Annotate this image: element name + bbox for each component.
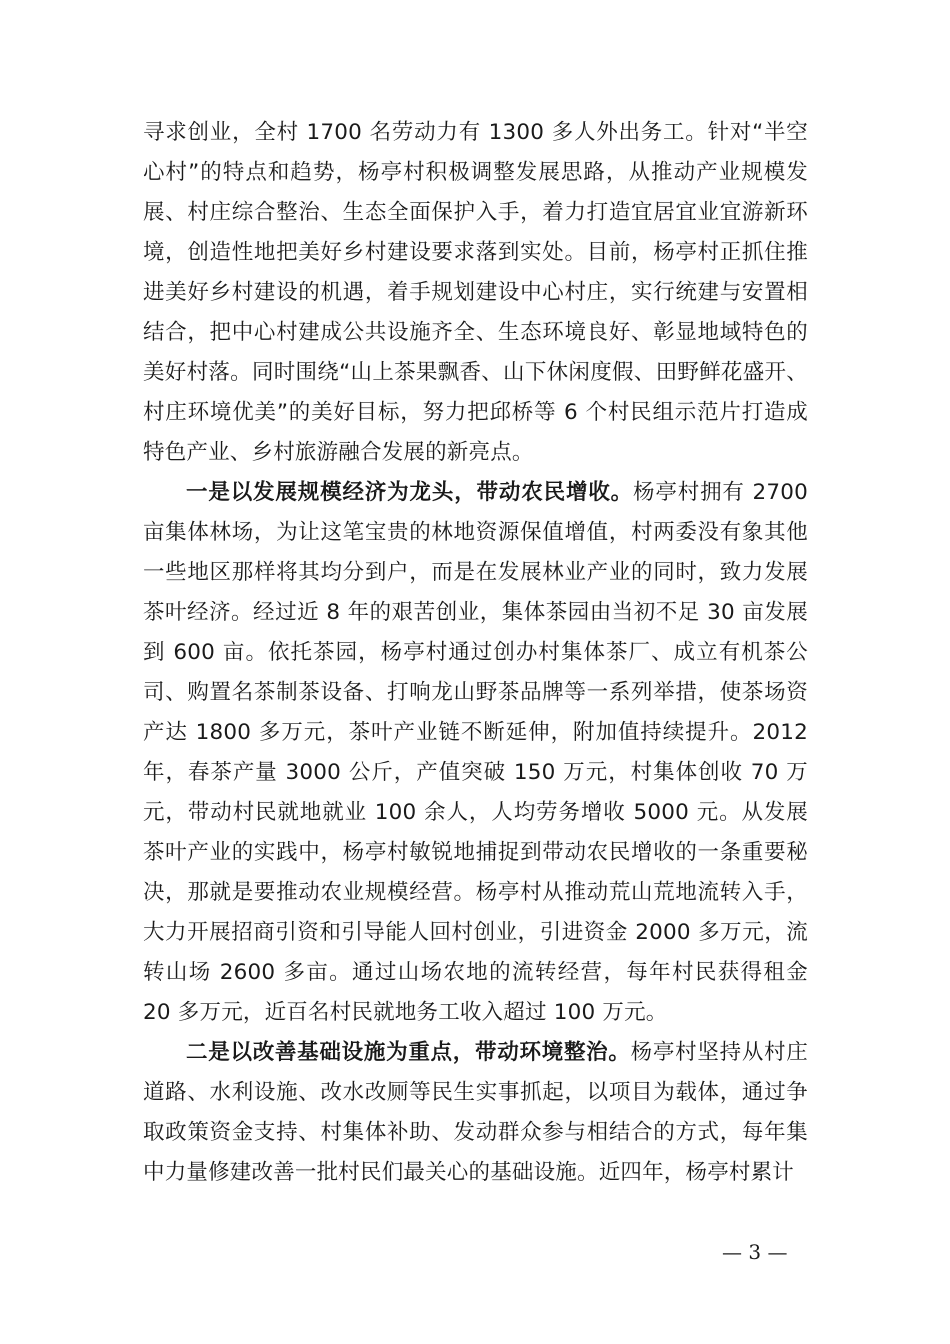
- paragraph-lead-heading: 二是以改善基础设施为重点，带动环境整治。: [186, 1040, 631, 1065]
- paragraph-text: 寻求创业，全村 1700 名劳动力有 1300 多人外出务工。针对“半空心村”的特点和趋势，杨亭村积极调整发展思路，从推动产业规模发展、村庄综合整治、生态全面保护入手，着力打造宜居宜业宜游新环境，创造性地把美好乡村建设要求落到实处。目前，杨亭村正抓住推进美好乡村建设的机遇，着手规划建设中心村庄，实行统建与安置相结合，把中心村建成公共设施齐全、生态环境良好、彰显地域特色的美好村落。同时围绕“山上茶果飘香、山下休闲度假、田野鲜花盛开、村庄环境优美”的美好目标，努力把邱桥等 6 个村民组示范片打造成特色产业、乡村旅游融合发展的新亮点。: [143, 120, 808, 465]
- body-text: [143, 113, 808, 1193]
- paragraph-point-two: [143, 1033, 808, 1193]
- paragraph-text: 杨亭村拥有 2700 亩集体林场，为让这笔宝贵的林地资源保值增值，村两委没有象其他一些地区那样将其均分到户，而是在发展林业产业的同时，致力发展茶叶经济。经过近 8 年的艰苦创业，集体茶园由当初不足 30 亩发展到 600 亩。依托茶园，杨亭村通过创办村集体茶厂、成立有机茶公司、购置名茶制茶设备、打响龙山野茶品牌等一系列举措，使茶场资产达 1800 多万元，茶叶产业链不断延伸，附加值持续提升。2012 年，春茶产量 3000 公斤，产值突破 150 万元，村集体创收 70 万元，带动村民就地就业 100 余人，人均劳务增收 5000 元。从发展茶叶产业的实践中，杨亭村敏锐地捕捉到带动农民增收的一条重要秘决，那就是要推动农业规模经营。杨亭村从推动荒山荒地流转入手，大力开展招商引资和引导能人回村创业，引进资金 2000 多万元，流转山场 2600 多亩。通过山场农地的流转经营，每年村民获得租金 20 多万元，近百名村民就地务工收入超过 100 万元。: [143, 480, 808, 1025]
- paragraph-point-one: [143, 473, 808, 1033]
- page-number: — 3 —: [722, 1240, 788, 1264]
- paragraph-intro: [143, 113, 808, 473]
- paragraph-text: 杨亭村坚持从村庄道路、水利设施、改水改厕等民生实事抓起，以项目为载体，通过争取政策资金支持、村集体补助、发动群众参与相结合的方式，每年集中力量修建改善一批村民们最关心的基础设施。近四年，杨亭村累计: [143, 1040, 808, 1185]
- paragraph-lead-heading: 一是以发展规模经济为龙头，带动农民增收。: [186, 480, 634, 505]
